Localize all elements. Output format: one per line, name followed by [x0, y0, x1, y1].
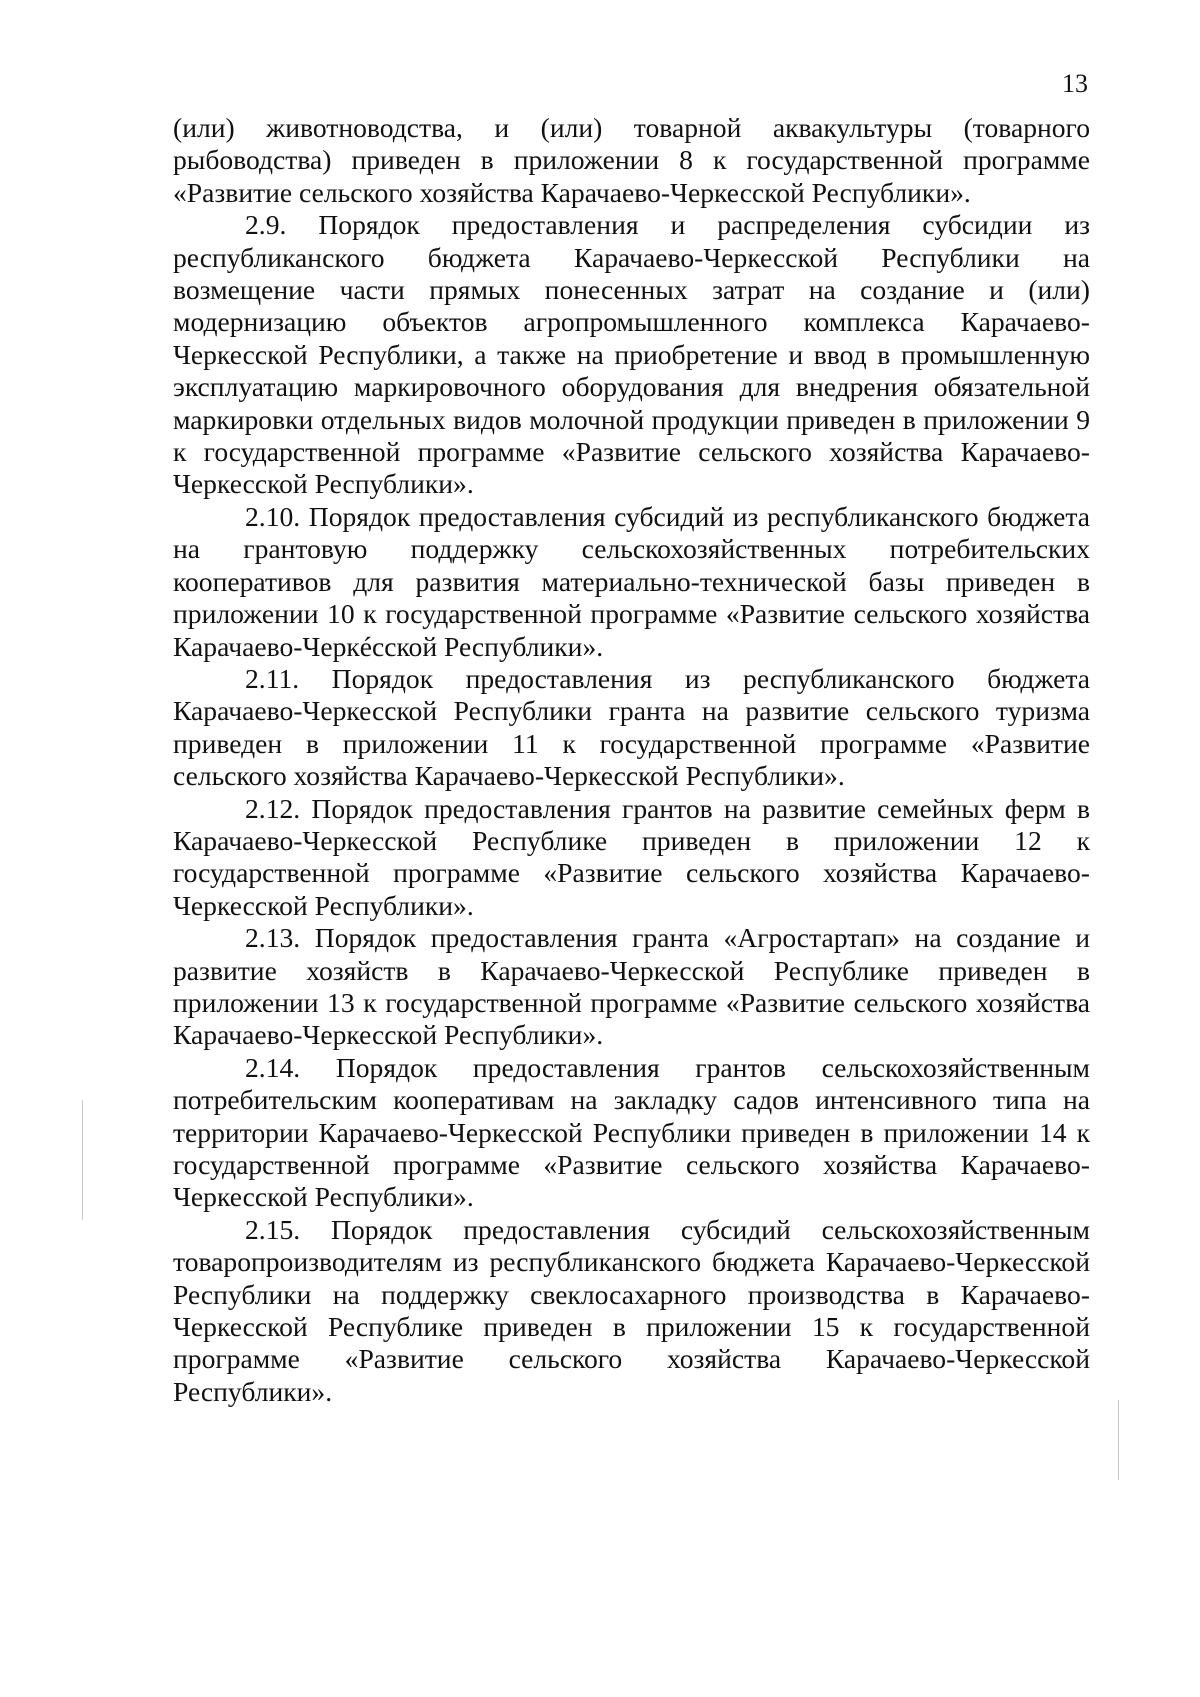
paragraph-2-9: 2.9. Порядок предоставления и распределения субсидии из республиканского бюджета Карачаево-Черкесской Республики на возмещение части прямых понесенных затрат на создание и (или) модернизацию объектов агропромышленного комплекса Карачаево-Черкесской Республики, а также на приобретение и ввод в промышленную эксплуатацию маркировочного оборудования для внедрения обязательной маркировки отдельных видов молочной продукции приведен в приложении 9 к государственной программе «Развитие сельского хозяйства Карачаево-Черкесской Республики». [173, 209, 1090, 500]
paragraph-2-14: 2.14. Порядок предоставления грантов сельскохозяйственным потребительским кооперативам на закладку садов интенсивного типа на территории Карачаево-Черкесской Республики приведен в приложении 14 к государственной программе «Развитие сельского хозяйства Карачаево-Черкесской Республики». [173, 1051, 1090, 1213]
paragraph-2-13: 2.13. Порядок предоставления гранта «Агростартап» на создание и развитие хозяйств в Карачаево-Черкесской Республике приведен в приложении 13 к государственной программе «Развитие сельского хозяйства Карачаево-Черкесской Республики». [173, 922, 1090, 1051]
paragraph-2-10: 2.10. Порядок предоставления субсидий из республиканского бюджета на грантовую поддержку сельскохозяйственных потребительских кооперативов для развития материально-технической базы приведен в приложении 10 к государственной программе «Развитие сельского хозяйства Карачаево-Черкéсской Республики». [173, 500, 1090, 662]
scan-artifact [1118, 1400, 1119, 1480]
paragraph-continuation: (или) животноводства, и (или) товарной аквакультуры (товарного рыбоводства) приведен в приложении 8 к государственной программе «Развитие сельского хозяйства Карачаево-Черкесской Республики». [173, 112, 1090, 208]
page-number: 13 [1062, 69, 1088, 98]
paragraph-2-15: 2.15. Порядок предоставления субсидий сельскохозяйственным товаропроизводителям из республиканского бюджета Карачаево-Черкесской Республики на поддержку свеклосахарного производства в Карачаево-Черкесской Республике приведен в приложении 15 к государственной программе «Развитие сельского хозяйства Карачаево-Черкесской Республики». [173, 1213, 1090, 1407]
paragraph-2-11: 2.11. Порядок предоставления из республиканского бюджета Карачаево-Черкесской Республики гранта на развитие сельского туризма приведен в приложении 11 к государственной программе «Развитие сельского хозяйства Карачаево-Черкесской Республики». [173, 662, 1090, 792]
paragraph-2-12: 2.12. Порядок предоставления грантов на развитие семейных ферм в Карачаево-Черкесской Республике приведен в приложении 12 к государственной программе «Развитие сельского хозяйства Карачаево-Черкесской Республики». [173, 792, 1090, 921]
scan-artifact [82, 1100, 83, 1220]
document-body [173, 112, 1090, 1408]
